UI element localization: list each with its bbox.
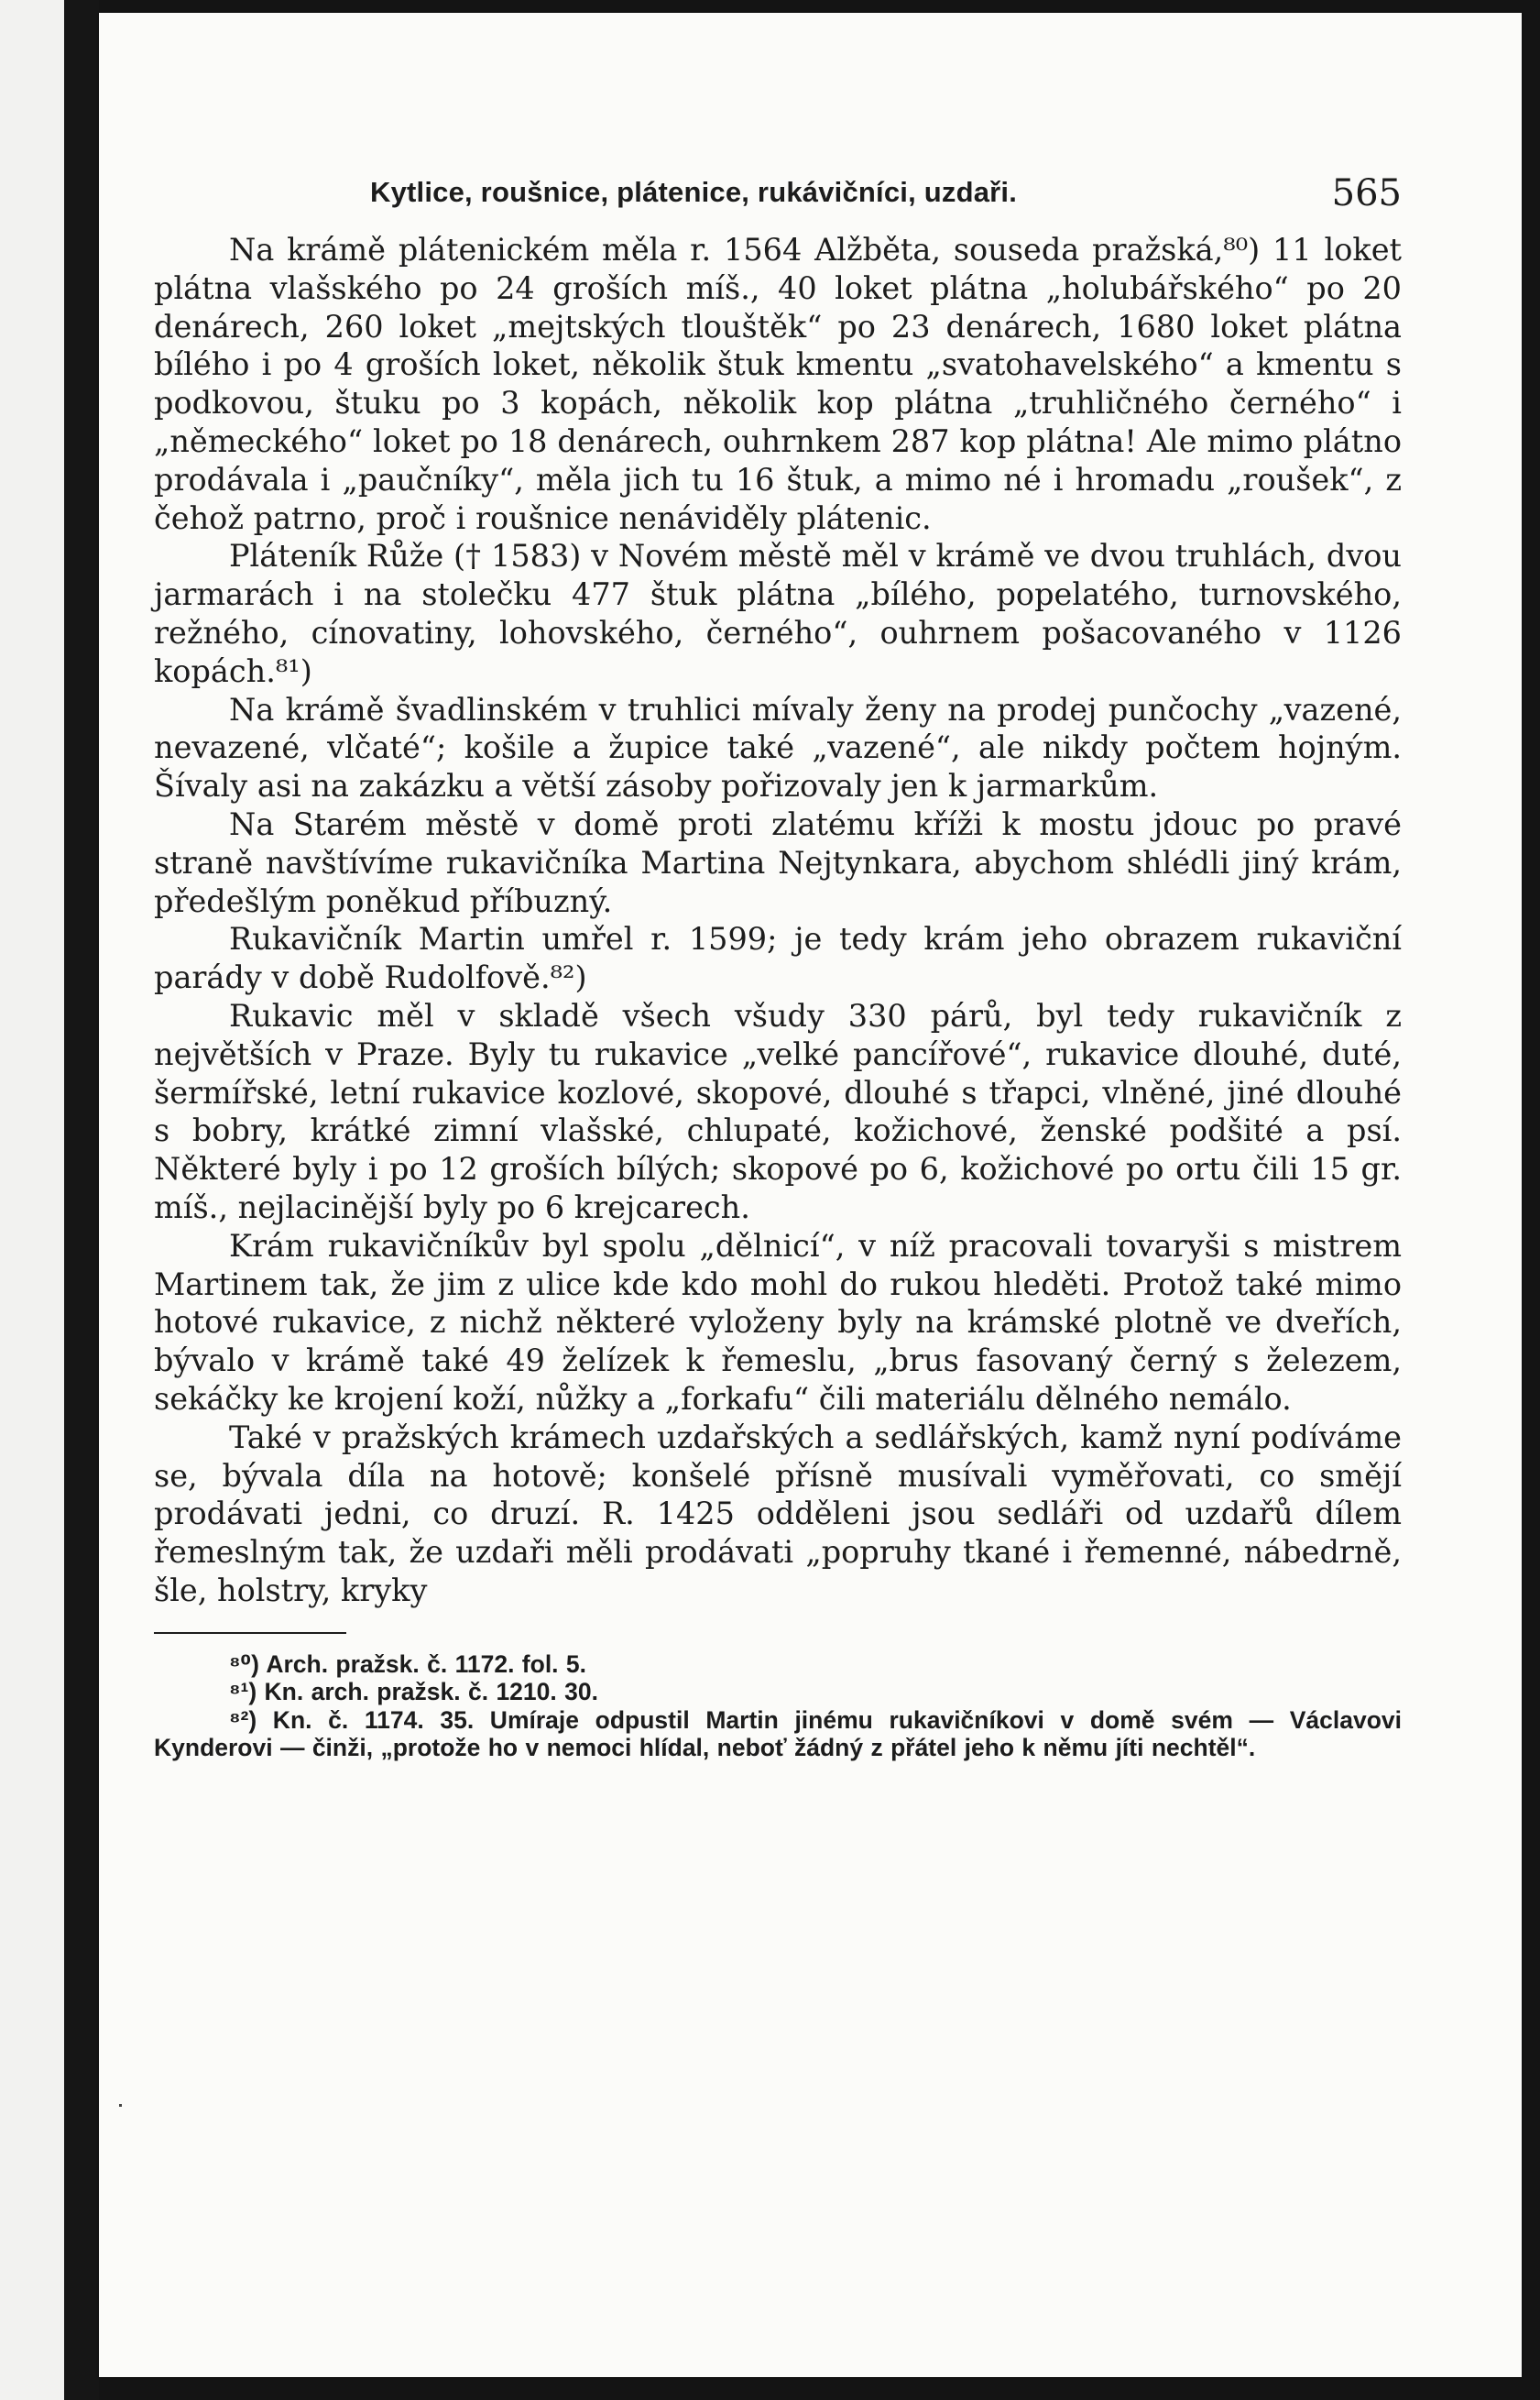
- page-number: 565: [1331, 172, 1402, 214]
- footnote: ⁸²) Kn. č. 1174. 35. Umíraje odpustil Martin jinému rukavičníkovi v domě svém — Václavovi Kynderovi — činži, „protože ho v nemoci hlídal, neboť žádný z přátel jeho k němu jíti nechtěl“.: [154, 1705, 1402, 1762]
- previous-page-edge: [0, 0, 64, 2400]
- book-page: [99, 13, 1522, 2377]
- paragraph: Na krámě švadlinském v truhlici mívaly ženy na prodej punčochy „vazené, nevazené, vlčaté“; košile a župice také „vazené“, ale nikdy počtem hojným. Šívaly asi na zakázku a větší zásoby pořizovaly jen k jarmarkům.: [154, 691, 1402, 805]
- running-head: Kytlice, roušnice, plátenice, rukávičníci, uzdaři.: [370, 176, 1018, 208]
- paragraph: Na krámě plátenickém měla r. 1564 Alžběta, souseda pražská,⁸⁰) 11 loket plátna vlašského po 24 groších míš., 40 loket plátna „holubářského“ po 20 denárech, 260 loket „mejtských tlouštěk“ po 23 denárech, 1680 loket plátna bílého i po 4 groších loket, několik štuk kmentu „svatohavelského“ a kmentu s podkovou, štuku po 3 kopách, několik kop plátna „truhličného černého“ i „německého“ loket po 18 denárech, ouhrnkem 287 kop plátna! Ale mimo plátno prodávala i „paučníky“, měla jich tu 16 štuk, a mimo né i hromadu „roušek“, z čehož patrno, proč i roušnice nenáviděly plátenic.: [154, 232, 1402, 536]
- footnotes: [154, 1632, 1402, 1762]
- page-content: [154, 159, 1402, 1762]
- paragraph: Krám rukavičníkův byl spolu „dělnicí“, v níž pracovali tovaryši s mistrem Martinem tak, že jim z ulice kde kdo mohl do rukou hleděti. Protož také mimo hotové rukavice, z nichž některé vyloženy byly na krámské plotně ve dveřích, bývalo v krámě také 49 želízek k řemeslu, „brus fasovaný černý s železem, sekáčky ke krojení koží, nůžky a „forkafu“ čili materiálu dělného nemálo.: [154, 1227, 1402, 1417]
- page-header: [154, 159, 1402, 218]
- footnote: ⁸⁰) Arch. pražsk. č. 1172. fol. 5.: [229, 1649, 587, 1678]
- paragraph: Také v pražských krámech uzdařských a sedlářských, kamž nyní podíváme se, bývala díla na hotově; konšelé přísně musívali vyměřovati, co smějí prodávati jedni, co druzí. R. 1425 odděleni jsou sedláři od uzdařů dílem řemeslným tak, že uzdaři měli prodávati „popruhy tkané i řemenné, nábedrně, šle, holstry, kryky: [154, 1419, 1402, 1608]
- book-gutter-shadow: [64, 0, 99, 2400]
- paragraph: Rukavic měl v skladě všech všudy 330 párů, byl tedy rukavičník z největších v Praze. Byly tu rukavice „velké pancířové“, rukavice dlouhé, duté, šermířské, letní rukavice kozlové, skopové, dlouhé s třapci, vlněné, jiné dlouhé s bobry, krátké zimní vlašské, chlupaté, kožichové, ženské podšité a psí. Některé byly i po 12 groších bílých; skopové po 6, kožichové po ortu čili 15 gr. míš., nejlacinější byly po 6 krejcarech.: [154, 997, 1402, 1225]
- body-text: [154, 231, 1402, 1610]
- paragraph: Rukavičník Martin umřel r. 1599; je tedy krám jeho obrazem rukaviční parády v době Rudolfově.⁸²): [154, 921, 1402, 996]
- paragraph: Pláteník Růže († 1583) v Novém městě měl v krámě ve dvou truhlách, dvou jarmarách i na stolečku 477 štuk plátna „bílého, popelatého, turnovského, režného, cínovatiny, lohovského, černého“, ouhrnem pošacovaného v 1126 kopách.⁸¹): [154, 538, 1402, 689]
- footnote-divider: [154, 1632, 346, 1634]
- scan-speck: [119, 2104, 122, 2107]
- footnote: ⁸¹) Kn. arch. pražsk. č. 1210. 30.: [229, 1678, 598, 1706]
- paragraph: Na Starém městě v domě proti zlatému kříži k mostu jdouc po pravé straně navštívíme rukavičníka Martina Nejtynkara, abychom shlédli jiný krám, předešlým poněkud příbuzný.: [154, 805, 1402, 919]
